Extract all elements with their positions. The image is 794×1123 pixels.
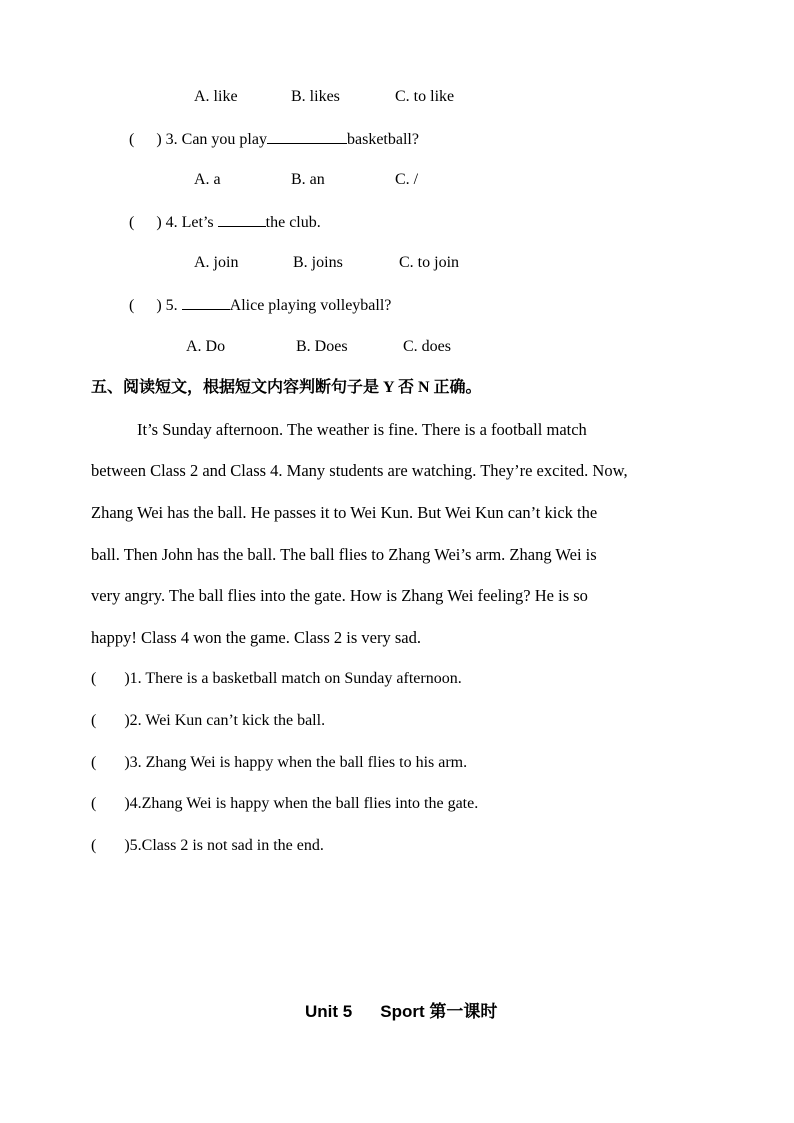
passage-line: It’s Sunday afternoon. The weather is fine. There is a football match [137,420,587,439]
unit-number: Unit 5 [305,1002,353,1021]
q2-option-b: B. likes [291,88,340,105]
judgment-item-3 [91,753,467,773]
answer-paren-close: ) [156,131,162,148]
q3-option-b: B. an [291,171,325,188]
judgment-item-5 [91,836,324,856]
judgment-text: )3. Zhang Wei is happy when the ball flies to his arm. [124,754,468,771]
q4-option-b: B. joins [293,254,343,271]
question-text-after: the club. [265,214,321,231]
q5-option-b: B. Does [296,338,348,355]
question-4 [129,212,321,233]
answer-paren-open: ( [129,214,135,231]
judgment-text: )5.Class 2 is not sad in the end. [124,837,324,854]
question-number: 4. [165,214,178,231]
question-3 [129,129,419,150]
q4-option-c: C. to join [399,254,460,271]
passage-line: Zhang Wei has the ball. He passes it to Wei Kun. But Wei Kun can’t kick the [91,503,598,522]
answer-paren-open[interactable]: ( [91,670,97,687]
judgment-item-1 [91,669,462,689]
q3-option-a: A. a [194,171,221,188]
question-5 [129,295,391,316]
answer-paren-open[interactable]: ( [91,795,97,812]
q2-option-a: A. like [194,88,238,105]
judgment-item-4 [91,794,478,814]
judgment-text: )1. There is a basketball match on Sunday afternoon. [124,670,462,687]
passage-line: very angry. The ball flies into the gate. How is Zhang Wei feeling? He is so [91,586,588,605]
answer-paren-open[interactable]: ( [91,754,97,771]
fill-blank[interactable] [218,212,266,227]
answer-paren-close: ) [156,297,162,314]
question-text-before: Can you play [181,131,267,148]
question-text-after: basketball? [346,131,419,148]
answer-paren-close: ) [156,214,162,231]
fill-blank[interactable] [182,295,230,310]
question-number: 5. [165,297,178,314]
section-heading: 五、阅读短文，根据短文内容判断句子是 Y 否 N 正确。 [91,379,482,396]
question-text-before: Let’s [181,214,214,231]
judgment-item-2 [91,711,325,731]
passage-line: ball. Then John has the ball. The ball flies to Zhang Wei’s arm. Zhang Wei is [91,545,597,564]
answer-paren-open: ( [129,131,135,148]
lesson-label: 第一课时 [429,1002,498,1021]
unit-topic: Sport [380,1002,425,1021]
judgment-text: )2. Wei Kun can’t kick the ball. [124,712,326,729]
judgment-text: )4.Zhang Wei is happy when the ball flies into the gate. [124,795,479,812]
unit-title [305,1001,497,1023]
q2-option-c: C. to like [395,88,455,105]
q5-option-c: C. does [403,338,451,355]
q3-option-c: C. / [395,171,419,188]
q5-option-a: A. Do [186,338,226,355]
answer-paren-open: ( [129,297,135,314]
question-number: 3. [165,131,178,148]
q4-option-a: A. join [194,254,239,271]
answer-paren-open[interactable]: ( [91,712,97,729]
passage-line: between Class 2 and Class 4. Many students are watching. They’re excited. Now, [91,461,628,480]
answer-paren-open[interactable]: ( [91,837,97,854]
fill-blank[interactable] [267,129,347,144]
passage-line: happy! Class 4 won the game. Class 2 is very sad. [91,628,421,647]
question-text-after: Alice playing volleyball? [229,297,392,314]
